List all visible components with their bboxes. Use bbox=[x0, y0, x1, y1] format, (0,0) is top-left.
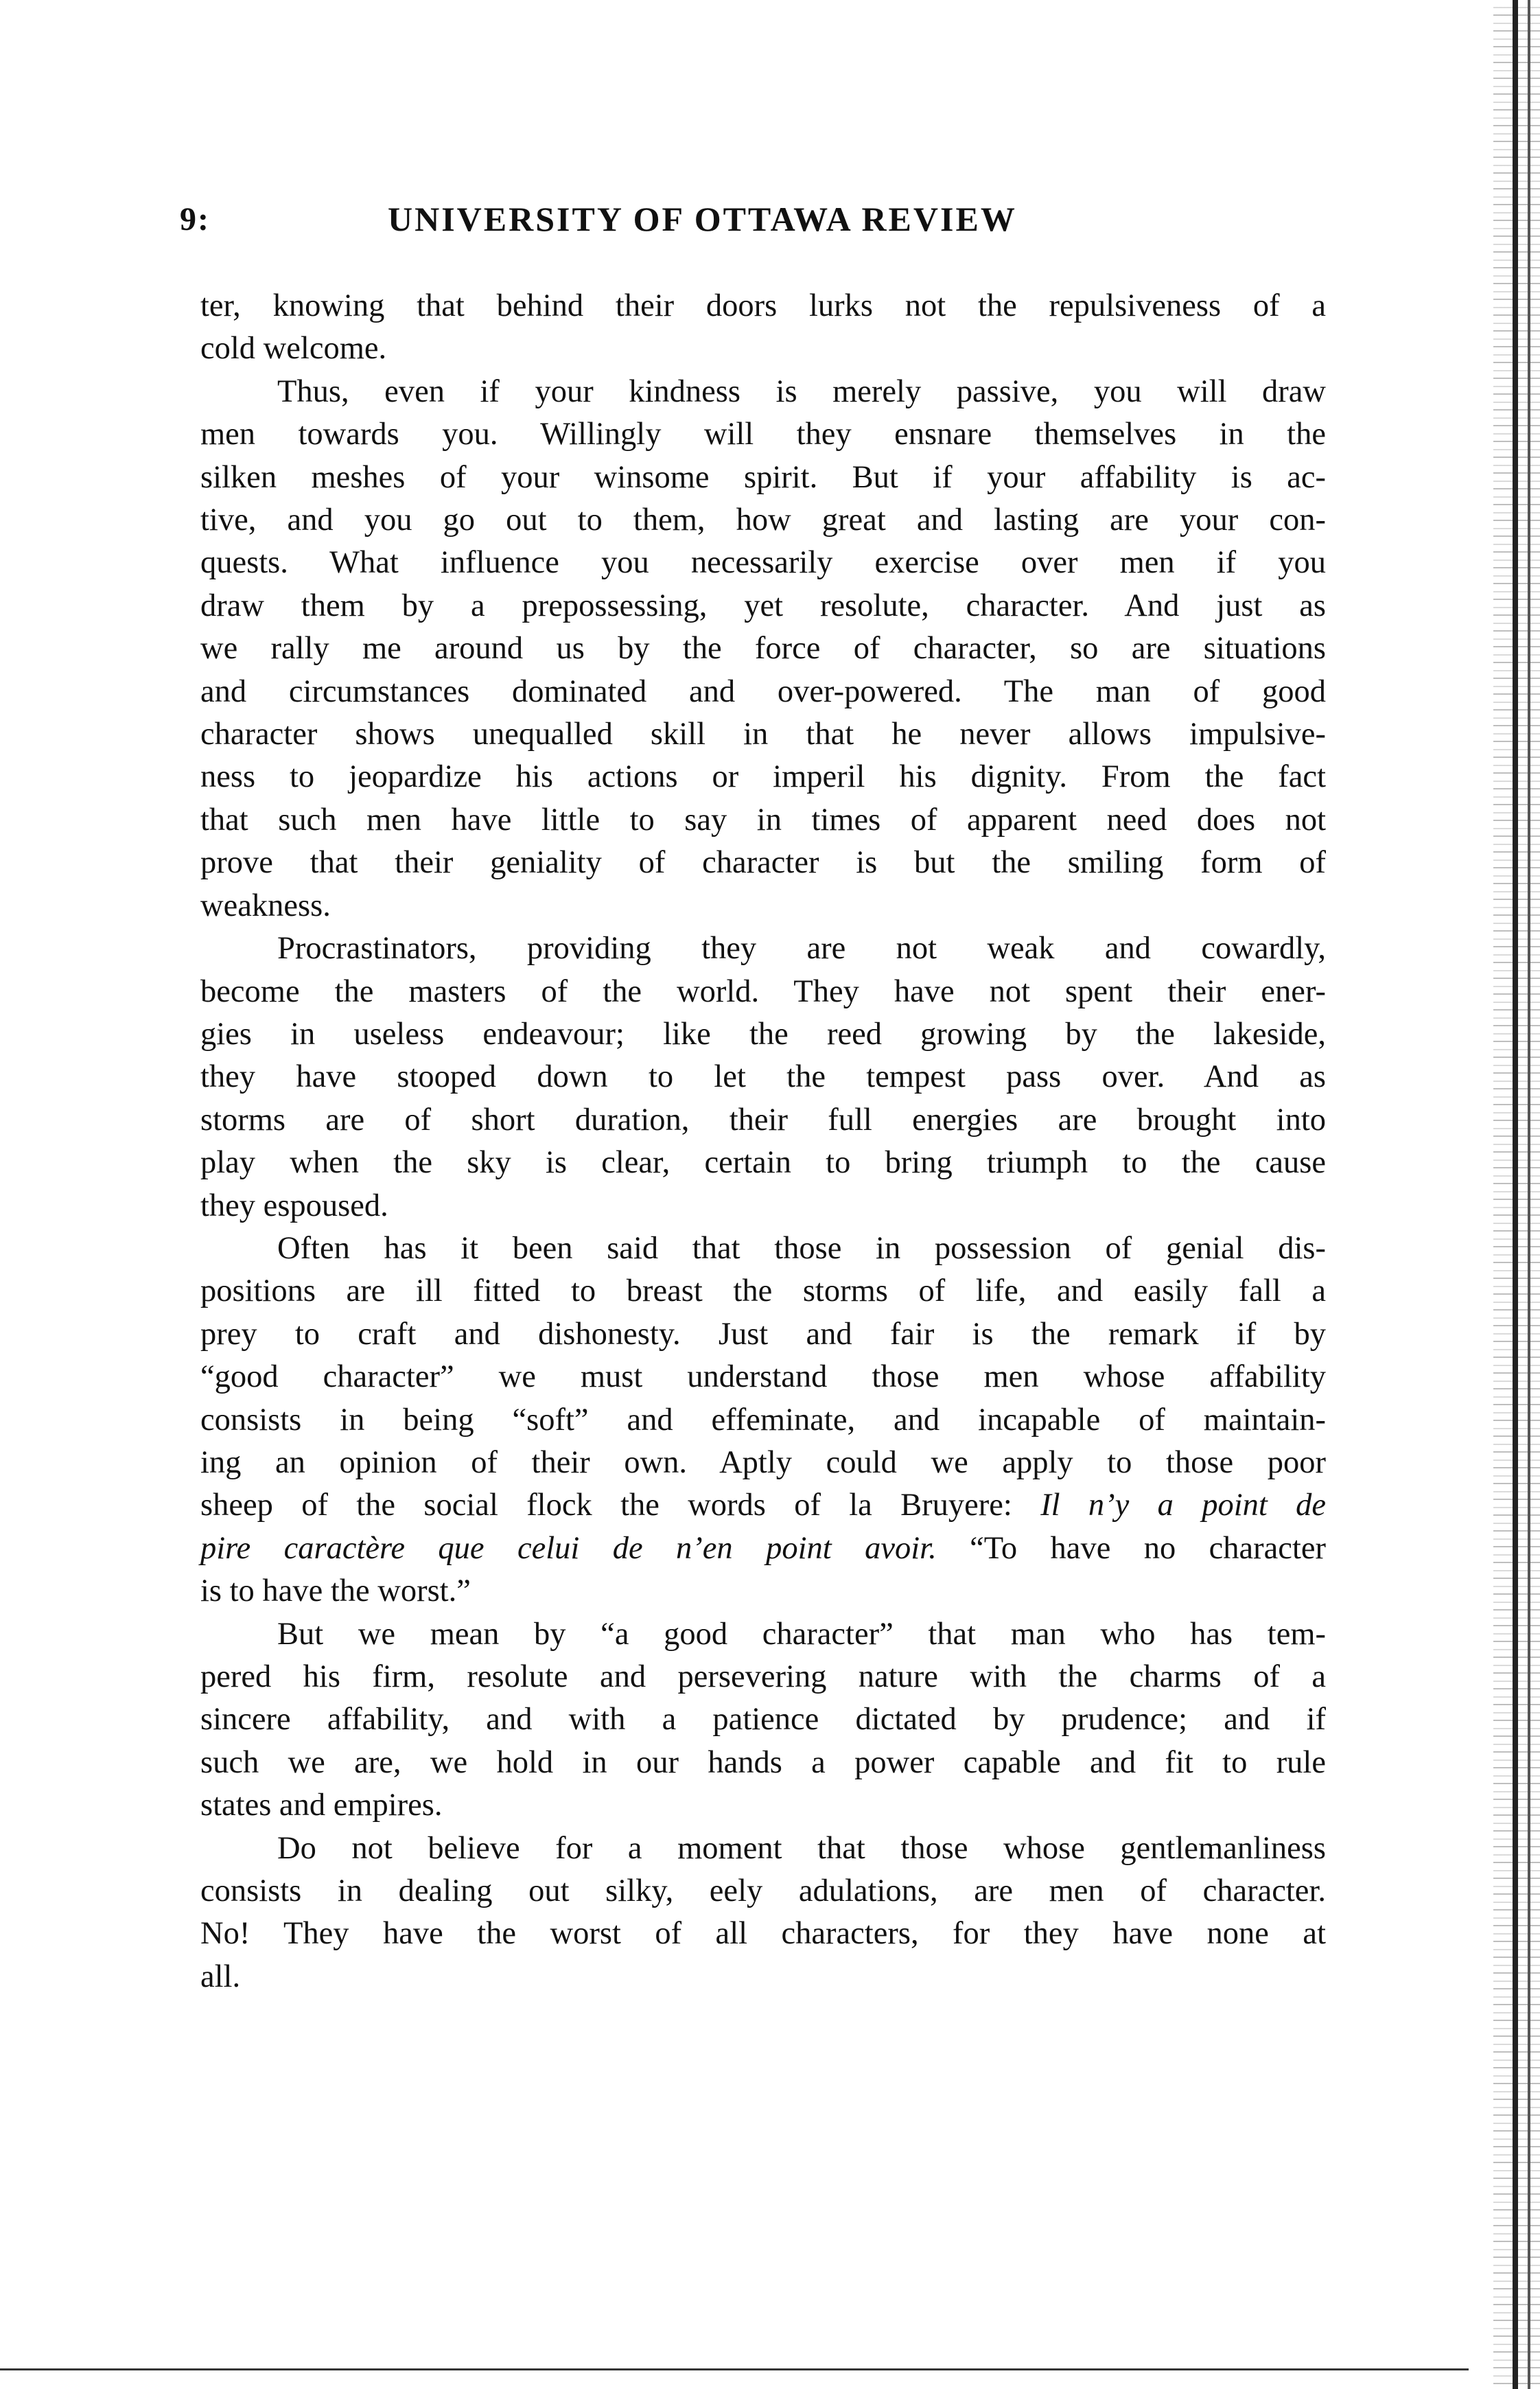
text-line-content: weakness. bbox=[200, 888, 331, 923]
text-line-content: they espoused. bbox=[200, 1188, 388, 1223]
text-line-content: that such men have little to say in times of apparent need does not bbox=[200, 802, 1326, 838]
text-line bbox=[200, 585, 1326, 627]
text-line bbox=[200, 413, 1326, 456]
text-line bbox=[200, 1742, 1326, 1784]
text-line-content: consists in dealing out silky, eely adulations, are men of character. bbox=[200, 1873, 1326, 1909]
text-line bbox=[200, 927, 1326, 970]
text-line-content: Do not believe for a moment that those whose gentlemanliness bbox=[277, 1830, 1326, 1866]
text-line-content: character shows unequalled skill in that he never allows impulsive- bbox=[200, 717, 1326, 752]
text-line-content: such we are, we hold in our hands a power capable and fit to rule bbox=[200, 1744, 1326, 1780]
text-line-content: No! They have the worst of all characters, for they have none at bbox=[200, 1916, 1326, 1952]
scan-edge-line-secondary bbox=[1528, 0, 1530, 2389]
text-line-content: Often has it been said that those in possession of genial dis- bbox=[277, 1230, 1326, 1266]
text-line bbox=[200, 1870, 1326, 1913]
text-line-content: prove that their geniality of character is but the smiling form of bbox=[200, 845, 1326, 881]
text-line bbox=[200, 971, 1326, 1013]
text-line bbox=[200, 627, 1326, 670]
running-head: UNIVERSITY OF OTTAWA REVIEW bbox=[388, 200, 1017, 238]
text-line-content: pered his firm, resolute and persevering nature with the charms of a bbox=[200, 1659, 1326, 1694]
text-line-content: “good character” we must understand those men whose affability bbox=[200, 1359, 1326, 1395]
text-line bbox=[200, 1956, 1326, 1998]
text-line-content: draw them by a prepossessing, yet resolute, character. And just as bbox=[200, 588, 1326, 623]
text-line bbox=[200, 1356, 1326, 1398]
text-line bbox=[200, 1484, 1326, 1527]
text-line bbox=[200, 1913, 1326, 1955]
text-line bbox=[200, 1827, 1326, 1870]
text-line bbox=[200, 1698, 1326, 1741]
text-line bbox=[200, 327, 1326, 370]
text-line bbox=[200, 842, 1326, 884]
text-line bbox=[200, 1056, 1326, 1098]
text-line-content: become the masters of the world. They have not spent their ener- bbox=[200, 973, 1326, 1009]
text-line-content: men towards you. Willingly will they ensnare themselves in the bbox=[200, 417, 1326, 452]
text-line bbox=[200, 1784, 1326, 1827]
text-line bbox=[200, 542, 1326, 584]
text-line-content: play when the sky is clear, certain to bring triumph to the cause bbox=[200, 1145, 1326, 1181]
text-line-content: all. bbox=[200, 1959, 241, 1994]
text-line-content: states and empires. bbox=[200, 1788, 443, 1823]
text-line-continuation: “To have no character bbox=[936, 1530, 1326, 1566]
text-line bbox=[200, 285, 1326, 327]
text-line-content: sincere affability, and with a patience dictated by prudence; and if bbox=[200, 1702, 1326, 1738]
text-line-content: is to have the worst.” bbox=[200, 1573, 471, 1609]
text-line-content: cold welcome. bbox=[200, 331, 387, 367]
text-line-content: ter, knowing that behind their doors lurks not the repulsiveness of a bbox=[200, 288, 1326, 323]
text-line-content: tive, and you go out to them, how great and lasting are your con- bbox=[200, 503, 1326, 538]
text-line bbox=[200, 1399, 1326, 1442]
text-line bbox=[200, 1613, 1326, 1656]
text-line-content: silken meshes of your winsome spirit. But if your affability is ac- bbox=[200, 459, 1326, 495]
page-number: 9: bbox=[180, 201, 210, 238]
italic-quote: Il n’y a point de bbox=[1040, 1488, 1327, 1523]
text-line-content: they have stooped down to let the tempest pass over. And as bbox=[200, 1059, 1326, 1095]
text-line-content: Procrastinators, providing they are not weak and cowardly, bbox=[277, 931, 1326, 967]
text-line bbox=[200, 1227, 1326, 1270]
text-line-content: sheep of the social flock the words of la Bruyere: bbox=[200, 1488, 1012, 1523]
text-line-content: ness to jeopardize his actions or imperil his dignity. From the fact bbox=[200, 759, 1326, 795]
text-line bbox=[200, 371, 1326, 413]
text-line bbox=[200, 1013, 1326, 1056]
text-line bbox=[200, 713, 1326, 756]
text-line bbox=[200, 1313, 1326, 1356]
text-line-content: positions are ill fitted to breast the storms of life, and easily fall a bbox=[200, 1273, 1326, 1309]
text-line bbox=[200, 885, 1326, 927]
body-text bbox=[200, 285, 1326, 1998]
text-line bbox=[200, 756, 1326, 798]
text-line bbox=[200, 671, 1326, 713]
text-line-content: consists in being “soft” and effeminate, and incapable of maintain- bbox=[200, 1402, 1326, 1438]
text-line bbox=[200, 1142, 1326, 1184]
text-line-content: prey to craft and dishonesty. Just and fair is the remark if by bbox=[200, 1316, 1326, 1352]
text-line bbox=[200, 499, 1326, 542]
text-line-content: quests. What influence you necessarily exercise over men if you bbox=[200, 545, 1326, 581]
scan-edge-line bbox=[1513, 0, 1518, 2389]
text-line-content: ing an opinion of their own. Aptly could we apply to those poor bbox=[200, 1444, 1326, 1480]
text-line bbox=[200, 1270, 1326, 1313]
text-line bbox=[200, 1570, 1326, 1613]
text-line-content: But we mean by “a good character” that man who has tem- bbox=[277, 1616, 1326, 1652]
scan-bottom-rule bbox=[0, 2368, 1469, 2370]
text-line-content: gies in useless endeavour; like the reed growing by the lakeside, bbox=[200, 1016, 1326, 1052]
text-line bbox=[200, 1185, 1326, 1227]
text-line-content: Thus, even if your kindness is merely passive, you will draw bbox=[277, 373, 1326, 409]
text-line bbox=[200, 457, 1326, 499]
text-line-content: we rally me around us by the force of character, so are situations bbox=[200, 631, 1326, 667]
text-line-content: storms are of short duration, their full energies are brought into bbox=[200, 1102, 1326, 1138]
text-line bbox=[200, 1099, 1326, 1142]
text-line bbox=[200, 1656, 1326, 1698]
text-line bbox=[200, 1442, 1326, 1484]
text-line-content: and circumstances dominated and over-powered. The man of good bbox=[200, 673, 1326, 709]
italic-quote: pire caractère que celui de n’en point avoir. bbox=[200, 1530, 937, 1566]
text-line bbox=[200, 1527, 1326, 1570]
text-line bbox=[200, 799, 1326, 842]
